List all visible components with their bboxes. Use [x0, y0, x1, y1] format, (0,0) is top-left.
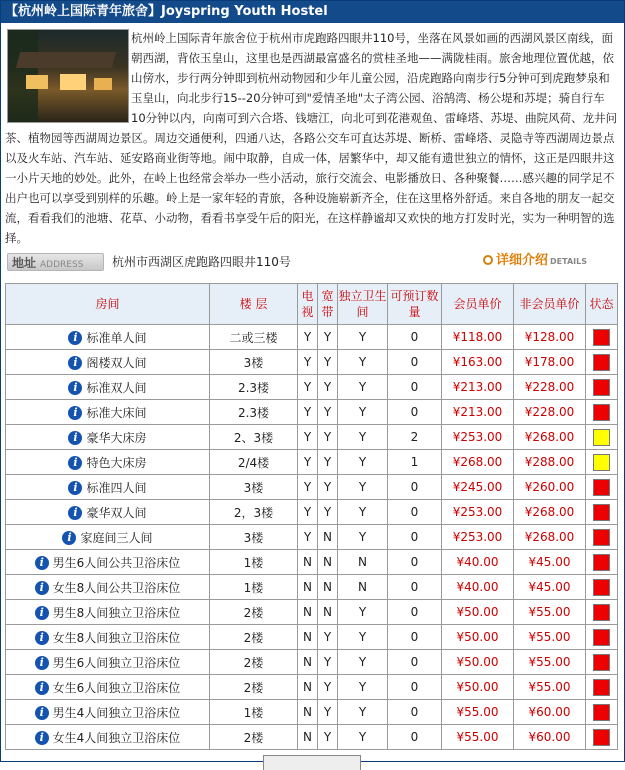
broadband-cell: Y — [318, 675, 338, 700]
available-cell: 0 — [388, 725, 442, 750]
bathroom-cell: Y — [338, 375, 388, 400]
room-name — [6, 575, 210, 600]
member-price-cell: ¥50.00 — [442, 625, 514, 650]
status-cell — [586, 600, 618, 625]
floor-cell: 3楼 — [210, 525, 298, 550]
broadband-cell: Y — [318, 625, 338, 650]
nonmember-price-cell: ¥128.00 — [514, 325, 586, 350]
broadband-cell: N — [318, 525, 338, 550]
tv-cell: Y — [298, 350, 318, 375]
room-label[interactable]: 家庭间三人间 — [80, 530, 153, 545]
nonmember-price-cell: ¥260.00 — [514, 475, 586, 500]
broadband-cell: Y — [318, 375, 338, 400]
room-label[interactable]: 豪华大床房 — [86, 430, 147, 445]
room-label[interactable]: 阁楼双人间 — [86, 355, 147, 370]
info-icon[interactable]: i — [35, 681, 49, 695]
status-cell — [586, 650, 618, 675]
status-indicator — [593, 479, 610, 496]
tv-cell: N — [298, 550, 318, 575]
member-price-cell: ¥55.00 — [442, 700, 514, 725]
table-row — [6, 625, 618, 650]
status-cell — [586, 675, 618, 700]
status-indicator — [593, 729, 610, 746]
room-label[interactable]: 女生6人间独立卫浴床位 — [52, 680, 181, 695]
floor-cell: 1楼 — [210, 575, 298, 600]
status-indicator — [593, 429, 610, 446]
table-row — [6, 575, 618, 600]
broadband-cell: Y — [318, 650, 338, 675]
broadband-cell: Y — [318, 325, 338, 350]
tv-cell: Y — [298, 425, 318, 450]
tv-cell: N — [298, 675, 318, 700]
floor-cell: 2/4楼 — [210, 450, 298, 475]
nonmember-price-cell: ¥268.00 — [514, 425, 586, 450]
room-name — [6, 600, 210, 625]
available-cell: 0 — [388, 700, 442, 725]
member-price-cell: ¥163.00 — [442, 350, 514, 375]
info-icon[interactable]: i — [68, 456, 82, 470]
hostel-photo — [7, 29, 129, 123]
member-price-cell: ¥245.00 — [442, 475, 514, 500]
bathroom-cell: Y — [338, 350, 388, 375]
info-icon[interactable]: i — [35, 606, 49, 620]
bathroom-cell: Y — [338, 400, 388, 425]
broadband-cell: Y — [318, 500, 338, 525]
nonmember-price-cell: ¥60.00 — [514, 700, 586, 725]
info-icon[interactable]: i — [35, 706, 49, 720]
available-cell: 0 — [388, 525, 442, 550]
bathroom-cell: Y — [338, 725, 388, 750]
status-cell — [586, 700, 618, 725]
status-indicator — [593, 504, 610, 521]
status-indicator — [593, 554, 610, 571]
status-cell — [586, 450, 618, 475]
floor-cell: 2楼 — [210, 650, 298, 675]
description-text: 杭州岭上国际青年旅舍位于杭州市虎跑路四眼井110号，坐落在风景如画的西湖风景区南线，面朝西湖，背依玉皇山，这里也是西湖最富盛名的赏桂圣地——满陇桂雨。旅舍地理位置优越，依山傍水，步行两分钟即到杭州动物园和少年儿童公园，沿虎跑路向南步行5分钟可到虎跑梦泉和玉皇山，向北步行15--20分钟可到"爱情圣地"太子湾公园、浴鹄湾、杨公堤和苏堤；骑自行车10分钟以内，向南可到六合塔、钱塘江，向北可到花港观鱼、雷峰塔、苏堤、曲院风荷、龙井问茶、植物园等西湖周边景区。周边交通便利，四通八达，各路公交车可直达苏堤、断桥、雷峰塔、灵隐寺等西湖周边景点以及火车站、汽车站、延安路商业街等地。闹中取静，自成一体，居繁华中，却又能有遗世独立的情怀，这正是四眼井这一小片天地的妙处。此外，在岭上也经常会举办一些小活动，旅行交流会、电影播放日、各种聚餐……感兴趣的同学足不出户也可以享受到别样的乐趣。岭上是一家年轻的青旅，各种设施崭新齐全，住在这里格外舒适。来自各地的朋友一起交流，看看我们的池塘、花草、小动物，看看书享受午后的阳光，在这样静谧却又欢快的地方打发时光，实为一种明智的选择。 — [5, 31, 618, 245]
bathroom-cell: N — [338, 575, 388, 600]
room-label[interactable]: 标准四人间 — [86, 480, 147, 495]
col-tv: 电视 — [298, 284, 318, 325]
broadband-cell: Y — [318, 425, 338, 450]
available-cell: 0 — [388, 625, 442, 650]
broadband-cell: Y — [318, 450, 338, 475]
col-status: 状态 — [586, 284, 618, 325]
member-price-cell: ¥50.00 — [442, 675, 514, 700]
nonmember-price-cell: ¥45.00 — [514, 550, 586, 575]
status-cell — [586, 400, 618, 425]
nonmember-price-cell: ¥228.00 — [514, 375, 586, 400]
col-bathroom: 独立卫生间 — [338, 284, 388, 325]
room-name — [6, 525, 210, 550]
details-link[interactable]: 详细介绍 DETAILS — [483, 251, 587, 271]
table-row — [6, 700, 618, 725]
status-indicator — [593, 679, 610, 696]
status-indicator — [593, 629, 610, 646]
available-cell: 2 — [388, 425, 442, 450]
status-cell — [586, 625, 618, 650]
available-cell: 0 — [388, 350, 442, 375]
col-nonmember-price: 非会员单价 — [514, 284, 586, 325]
member-price-cell: ¥118.00 — [442, 325, 514, 350]
available-cell: 0 — [388, 325, 442, 350]
member-price-cell: ¥253.00 — [442, 425, 514, 450]
nonmember-price-cell: ¥268.00 — [514, 525, 586, 550]
status-cell — [586, 425, 618, 450]
floor-cell: 1楼 — [210, 700, 298, 725]
nonmember-price-cell: ¥228.00 — [514, 400, 586, 425]
status-indicator — [593, 604, 610, 621]
tv-cell: Y — [298, 375, 318, 400]
floor-cell: 2，3楼 — [210, 500, 298, 525]
available-cell: 0 — [388, 400, 442, 425]
nonmember-price-cell: ¥60.00 — [514, 725, 586, 750]
member-price-cell: ¥55.00 — [442, 725, 514, 750]
col-room: 房间 — [6, 284, 210, 325]
room-name — [6, 325, 210, 350]
bathroom-cell: Y — [338, 325, 388, 350]
available-cell: 0 — [388, 600, 442, 625]
available-cell: 0 — [388, 500, 442, 525]
available-cell: 0 — [388, 375, 442, 400]
available-cell: 0 — [388, 575, 442, 600]
broadband-cell: N — [318, 575, 338, 600]
bathroom-cell: Y — [338, 650, 388, 675]
bathroom-cell: Y — [338, 475, 388, 500]
room-name — [6, 475, 210, 500]
available-cell: 0 — [388, 475, 442, 500]
broadband-cell: Y — [318, 400, 338, 425]
status-cell — [586, 475, 618, 500]
room-name — [6, 375, 210, 400]
status-cell — [586, 375, 618, 400]
info-icon[interactable]: i — [68, 356, 82, 370]
bathroom-cell: Y — [338, 500, 388, 525]
room-name — [6, 700, 210, 725]
info-icon[interactable]: i — [68, 506, 82, 520]
bathroom-cell: Y — [338, 600, 388, 625]
col-broadband: 宽带 — [318, 284, 338, 325]
bathroom-cell: Y — [338, 450, 388, 475]
tv-cell: Y — [298, 475, 318, 500]
status-cell — [586, 725, 618, 750]
broadband-cell: Y — [318, 700, 338, 725]
table-row — [6, 450, 618, 475]
table-header-row — [6, 284, 618, 325]
room-name — [6, 450, 210, 475]
room-table — [5, 283, 618, 750]
bathroom-cell: Y — [338, 625, 388, 650]
room-name — [6, 625, 210, 650]
room-label[interactable]: 男生4人间独立卫浴床位 — [52, 705, 181, 720]
room-name — [6, 425, 210, 450]
floor-cell: 2楼 — [210, 625, 298, 650]
room-name — [6, 500, 210, 525]
room-name — [6, 550, 210, 575]
table-row — [6, 325, 618, 350]
table-row — [6, 550, 618, 575]
info-icon[interactable]: i — [68, 406, 82, 420]
floor-cell: 2楼 — [210, 600, 298, 625]
table-row — [6, 675, 618, 700]
info-icon[interactable]: i — [68, 331, 82, 345]
broadband-cell: N — [318, 600, 338, 625]
status-cell — [586, 550, 618, 575]
nonmember-price-cell: ¥268.00 — [514, 500, 586, 525]
room-name — [6, 675, 210, 700]
nonmember-price-cell: ¥288.00 — [514, 450, 586, 475]
nonmember-price-cell: ¥178.00 — [514, 350, 586, 375]
nonmember-price-cell: ¥55.00 — [514, 600, 586, 625]
info-icon[interactable]: i — [35, 631, 49, 645]
info-icon[interactable]: i — [68, 481, 82, 495]
member-price-cell: ¥50.00 — [442, 650, 514, 675]
status-indicator — [593, 529, 610, 546]
tv-cell: N — [298, 575, 318, 600]
tv-cell: Y — [298, 450, 318, 475]
info-icon[interactable]: i — [62, 531, 76, 545]
table-row — [6, 400, 618, 425]
col-floor: 楼 层 — [210, 284, 298, 325]
room-label[interactable]: 女生4人间独立卫浴床位 — [52, 730, 181, 745]
nonmember-price-cell: ¥55.00 — [514, 625, 586, 650]
bathroom-cell: Y — [338, 700, 388, 725]
status-indicator — [593, 354, 610, 371]
col-available: 可预订数量 — [388, 284, 442, 325]
info-icon[interactable]: i — [35, 556, 49, 570]
table-row — [6, 475, 618, 500]
table-row — [6, 425, 618, 450]
status-indicator — [593, 379, 610, 396]
bathroom-cell: Y — [338, 425, 388, 450]
floor-cell: 2楼 — [210, 675, 298, 700]
tv-cell: Y — [298, 400, 318, 425]
broadband-cell: Y — [318, 725, 338, 750]
floor-cell: 2.3楼 — [210, 400, 298, 425]
member-price-cell: ¥213.00 — [442, 375, 514, 400]
tv-cell: Y — [298, 500, 318, 525]
status-cell — [586, 500, 618, 525]
table-row — [6, 650, 618, 675]
room-label[interactable]: 男生6人间公共卫浴床位 — [52, 555, 181, 570]
info-icon[interactable]: i — [35, 731, 49, 745]
room-label[interactable]: 男生8人间独立卫浴床位 — [52, 605, 181, 620]
room-label[interactable]: 男生6人间独立卫浴床位 — [52, 655, 181, 670]
bathroom-cell: Y — [338, 525, 388, 550]
table-row — [6, 350, 618, 375]
nonmember-price-cell: ¥45.00 — [514, 575, 586, 600]
room-name — [6, 725, 210, 750]
status-cell — [586, 350, 618, 375]
tv-cell: N — [298, 650, 318, 675]
tv-cell: N — [298, 700, 318, 725]
info-icon[interactable]: i — [35, 656, 49, 670]
floor-cell: 1楼 — [210, 550, 298, 575]
tv-cell: N — [298, 600, 318, 625]
status-indicator — [593, 329, 610, 346]
member-price-cell: ¥253.00 — [442, 500, 514, 525]
room-label[interactable]: 特色大床房 — [86, 455, 147, 470]
tv-cell: N — [298, 725, 318, 750]
room-label[interactable]: 女生8人间公共卫浴床位 — [52, 580, 181, 595]
member-price-cell: ¥50.00 — [442, 600, 514, 625]
nonmember-price-cell: ¥55.00 — [514, 650, 586, 675]
status-indicator — [593, 454, 610, 471]
status-cell — [586, 325, 618, 350]
magnifier-icon — [483, 255, 493, 265]
room-name — [6, 400, 210, 425]
member-price-cell: ¥253.00 — [442, 525, 514, 550]
book-button[interactable] — [263, 755, 361, 770]
floor-cell: 二或三楼 — [210, 325, 298, 350]
room-name — [6, 650, 210, 675]
member-price-cell: ¥40.00 — [442, 550, 514, 575]
address-text: 杭州市西湖区虎跑路四眼井110号 — [112, 255, 291, 269]
available-cell: 0 — [388, 650, 442, 675]
floor-cell: 3楼 — [210, 350, 298, 375]
col-member-price: 会员单价 — [442, 284, 514, 325]
table-row — [6, 725, 618, 750]
bathroom-cell: Y — [338, 675, 388, 700]
table-row — [6, 500, 618, 525]
floor-cell: 2.3楼 — [210, 375, 298, 400]
room-name — [6, 350, 210, 375]
floor-cell: 2、3楼 — [210, 425, 298, 450]
table-row — [6, 600, 618, 625]
available-cell: 0 — [388, 550, 442, 575]
member-price-cell: ¥213.00 — [442, 400, 514, 425]
status-cell — [586, 575, 618, 600]
status-indicator — [593, 579, 610, 596]
available-cell: 1 — [388, 450, 442, 475]
floor-cell: 2楼 — [210, 725, 298, 750]
tv-cell: N — [298, 625, 318, 650]
info-icon[interactable]: i — [68, 431, 82, 445]
info-icon[interactable]: i — [68, 381, 82, 395]
member-price-cell: ¥268.00 — [442, 450, 514, 475]
nonmember-price-cell: ¥55.00 — [514, 675, 586, 700]
room-label[interactable]: 女生8人间独立卫浴床位 — [52, 630, 181, 645]
status-indicator — [593, 704, 610, 721]
tv-cell: Y — [298, 325, 318, 350]
address-label: 地址 ADDRESS — [7, 253, 104, 271]
floor-cell: 3楼 — [210, 475, 298, 500]
status-indicator — [593, 654, 610, 671]
status-indicator — [593, 404, 610, 421]
tv-cell: Y — [298, 525, 318, 550]
room-label[interactable]: 标准单人间 — [86, 330, 147, 345]
broadband-cell: Y — [318, 350, 338, 375]
page-title: 【杭州岭上国际青年旅舍】Joyspring Youth Hostel — [1, 1, 624, 23]
table-row — [6, 525, 618, 550]
broadband-cell: Y — [318, 475, 338, 500]
status-cell — [586, 525, 618, 550]
room-label[interactable]: 标准大床间 — [86, 405, 147, 420]
info-icon[interactable]: i — [35, 581, 49, 595]
broadband-cell: N — [318, 550, 338, 575]
room-label[interactable]: 标准双人间 — [86, 380, 147, 395]
available-cell: 0 — [388, 675, 442, 700]
member-price-cell: ¥40.00 — [442, 575, 514, 600]
bathroom-cell: N — [338, 550, 388, 575]
room-label[interactable]: 豪华双人间 — [86, 505, 147, 520]
table-row — [6, 375, 618, 400]
